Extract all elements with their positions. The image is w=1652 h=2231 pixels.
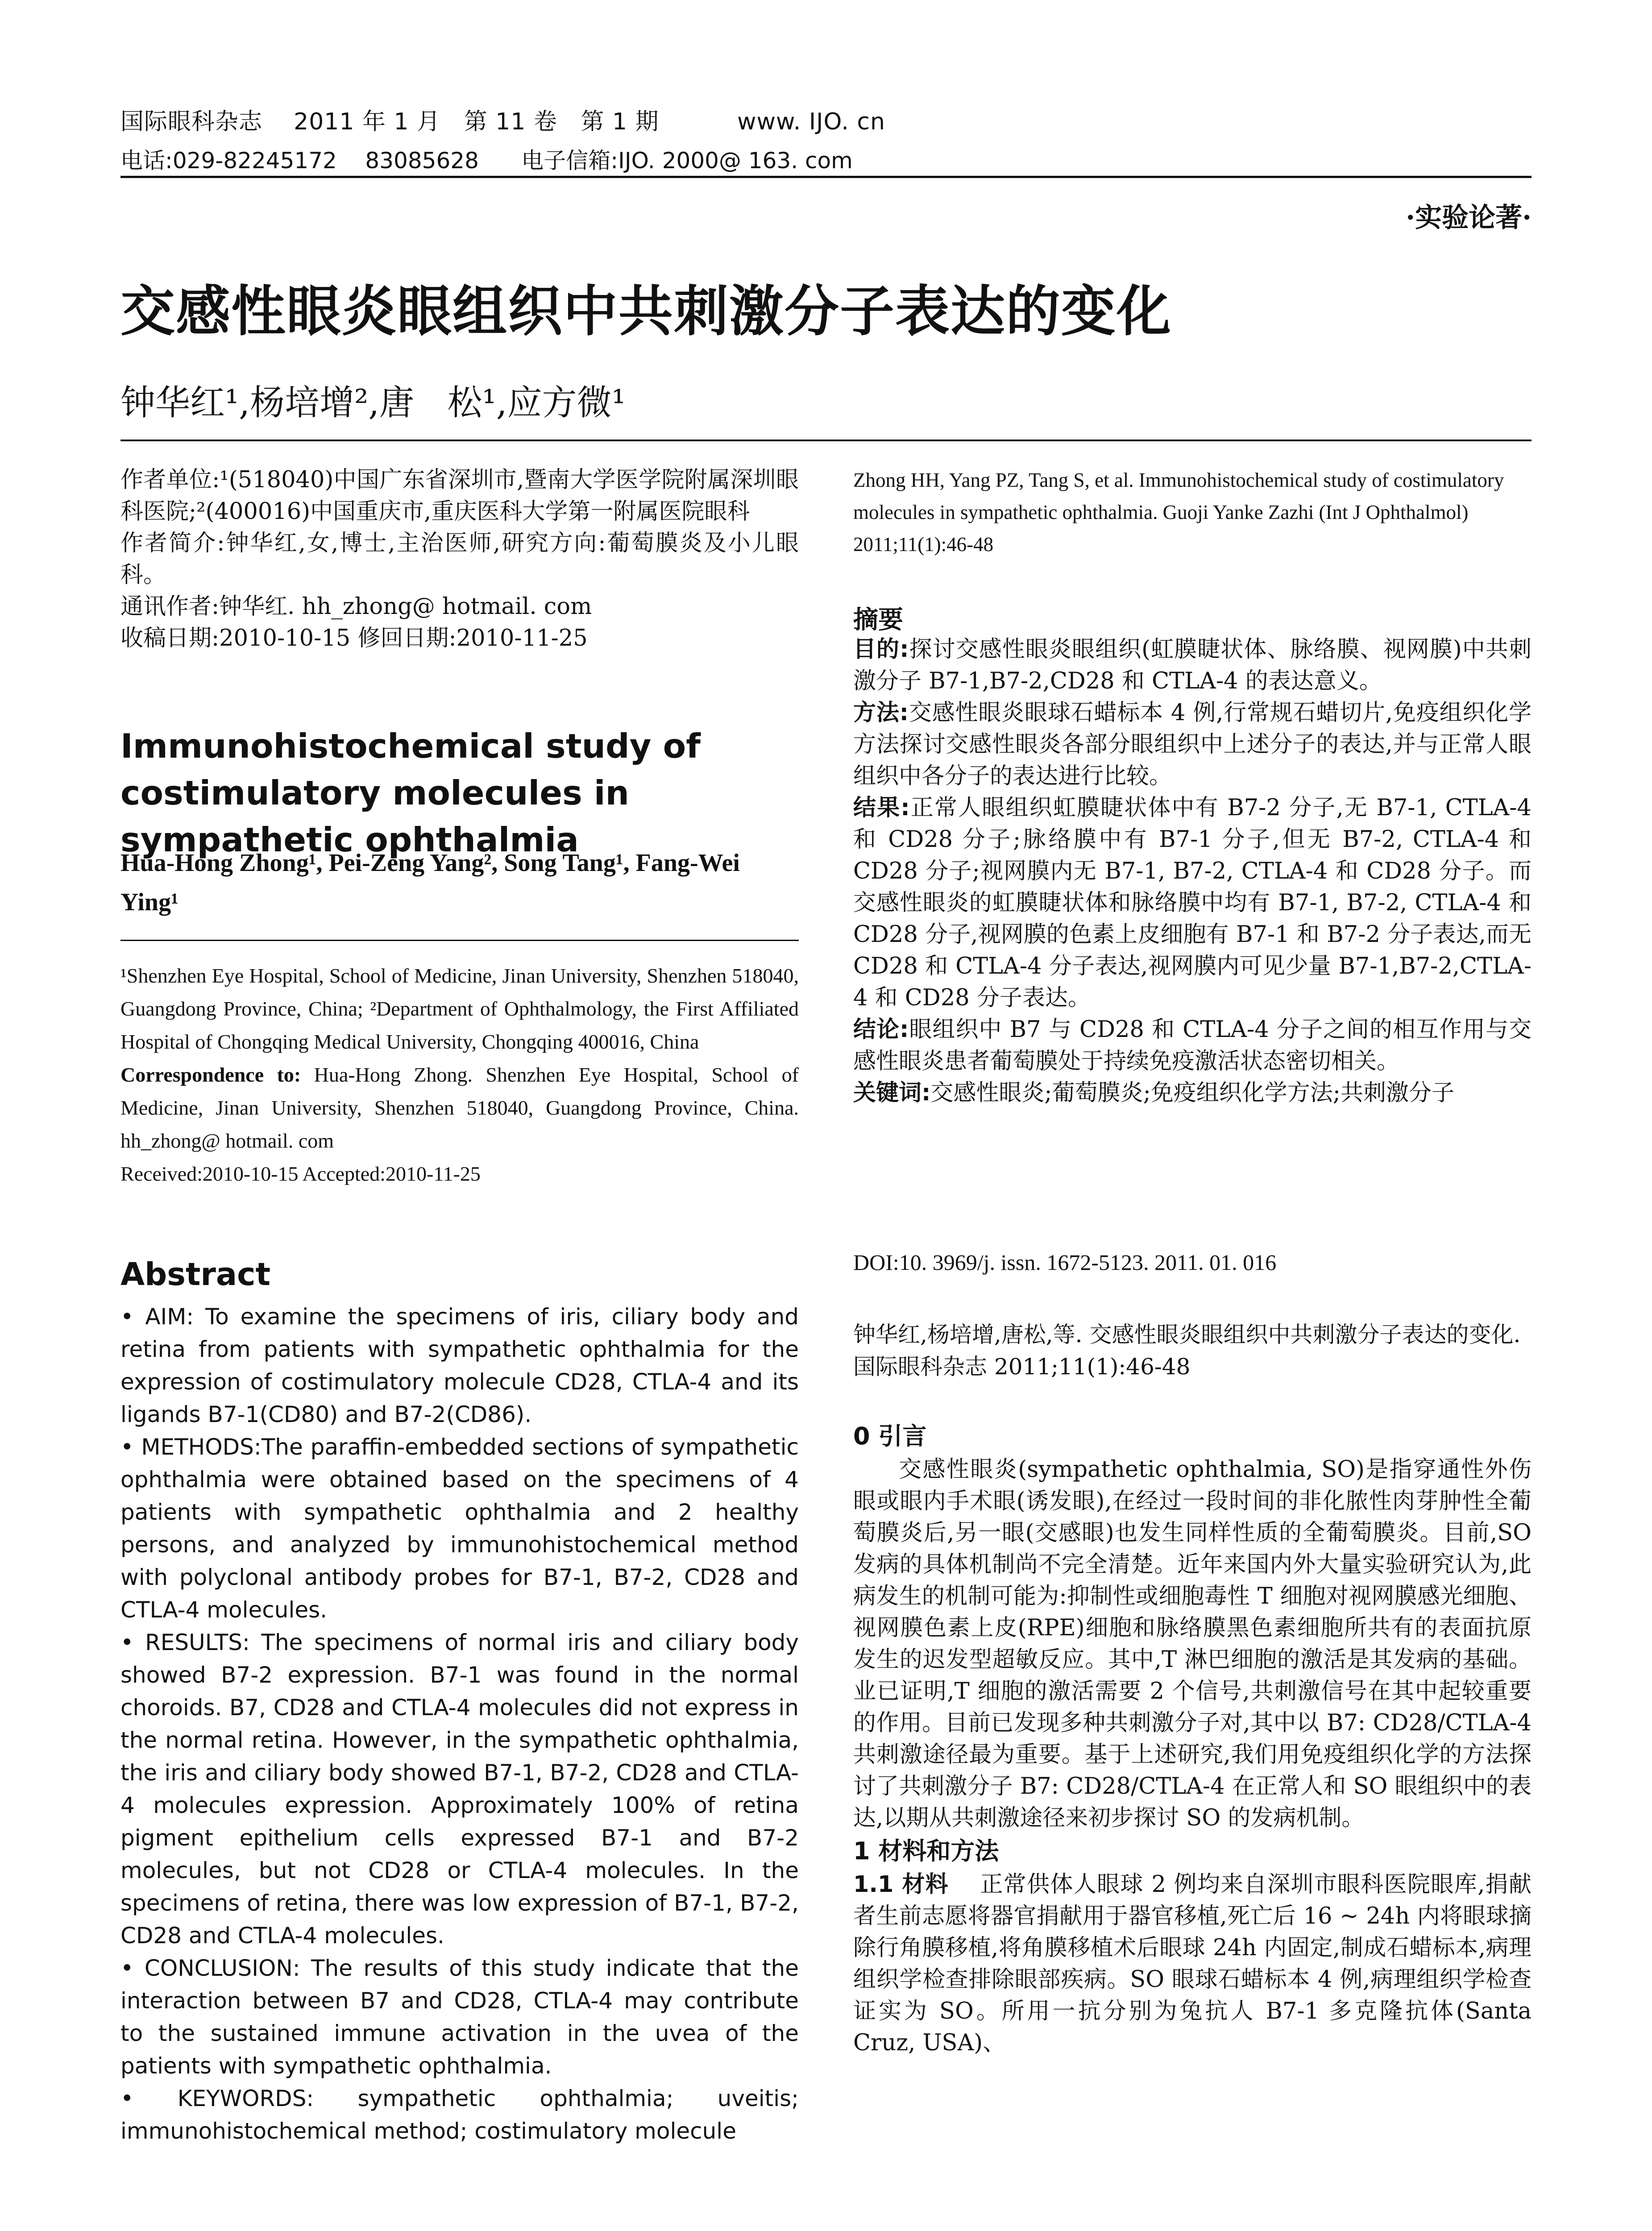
author-affiliation: 作者单位:¹(518040)中国广东省深圳市,暨南大学医学院附属深圳眼科医院;²(400016)中国重庆市,重庆医科大学第一附属医院眼科 [120, 467, 799, 525]
received-accepted: Received:2010-10-15 Accepted:2010-11-25 [120, 1162, 481, 1185]
english-affiliation: ¹Shenzhen Eye Hospital, School of Medicine, Jinan University, Shenzhen 518040, Guangdong Province, China; ²Department of Ophthalmology, the First Affiliated Hospital of Chongqing Medical University, Chongqing 400016, China [120, 964, 799, 1053]
abstract-cn-methods [853, 697, 1532, 792]
abstract-keywords: • KEYWORDS: sympathetic ophthalmia; uveitis; immunohistochemical method; costimulatory molecule [120, 2086, 799, 2144]
materials-paragraph [853, 1869, 1532, 2059]
author-info [120, 464, 799, 654]
doi: DOI:10. 3969/j. issn. 1672-5123. 2011. 01. 016 [853, 1250, 1277, 1275]
methods-heading: 1 材料和方法 [853, 1837, 999, 1865]
abstract-cn-text: 交感性眼炎眼球石蜡标本 4 例,行常规石蜡切片,免疫组织化学方法探讨交感性眼炎各部分眼组织中上述分子的表达,并与正常人眼组织中各分子的表达进行比较。 [853, 700, 1532, 789]
abstract-heading: Abstract [120, 1256, 271, 1293]
english-affiliation-block [120, 959, 799, 1190]
introduction-section [853, 1419, 1532, 2059]
chinese-citation: 钟华红,杨培增,唐松,等. 交感性眼炎眼组织中共刺激分子表达的变化. 国际眼科杂志 2011;11(1):46-48 [853, 1322, 1521, 1380]
corresponding-author: 通讯作者:钟华红. hh_zhong@ hotmail. com [120, 593, 592, 620]
journal-header-line: 国际眼科杂志 2011 年 1 月 第 11 卷 第 1 期 www. IJO. cn [120, 108, 885, 135]
abstract-cn-keywords [853, 1077, 1532, 1109]
materials-label: 1.1 材料 [853, 1871, 949, 1898]
english-authors: Hua-Hong Zhong¹, Pei-Zeng Yang², Song Tang¹, Fang-Wei Ying¹ [120, 849, 740, 916]
correspondence [120, 1058, 799, 1157]
chinese-abstract-heading: 摘要 [853, 605, 903, 634]
abstract-cn-conclusion [853, 1014, 1532, 1077]
intro-paragraph: 交感性眼炎(sympathetic ophthalmia, SO)是指穿通性外伤眼或眼内手术眼(诱发眼),在经过一段时间的非化脓性肉芽肿性全葡萄膜炎后,另一眼(交感眼)也发生同样性质的全葡萄膜炎。目前,SO 发病的具体机制尚不完全清楚。近年来国内外大量实验研究认为,此病发生的机制可能为:抑制性或细胞毒性 T 细胞对视网膜感光细胞、视网膜色素上皮(RPE)细胞和脉络膜黑色素细胞所共有的表面抗原发生的迟发型超敏反应。其中,T 淋巴细胞的激活是其发病的基础。业已证明,T 细胞的激活需要 2 个信号,共刺激信号在其中起较重要的作用。目前已发现多种共刺激分子对,其中以 B7: CD28/CTLA-4 共刺激途径最为重要。基于上述研究,我们用免疫组织化学的方法探讨了共刺激分子 B7: CD28/CTLA-4 在正常人和 SO 眼组织中的表达,以期从共刺激途径来初步探讨 SO 的发病机制。 [853, 1456, 1532, 1831]
abstract-cn-aim [853, 634, 1532, 697]
intro-heading: 0 引言 [853, 1422, 927, 1450]
abstract-cn-text: 探讨交感性眼炎眼组织(虹膜睫状体、脉络膜、视网膜)中共刺激分子 B7-1,B7-2,CD28 和 CTLA-4 的表达意义。 [853, 636, 1532, 694]
correspondence-label: Correspondence to: [120, 1063, 301, 1086]
materials-text: 正常供体人眼球 2 例均来自深圳市眼科医院眼库,捐献者生前志愿将器官捐献用于器官移植,死亡后 16 ~ 24h 内将眼球摘除行角膜移植,将角膜移植术后眼球 24h 内固定,制成石蜡标本,病理组织学检查排除眼部疾病。SO 眼球石蜡标本 4 例,病理组织学检查证实为 SO。所用一抗分别为兔抗人 B7-1 多克隆抗体(Santa Cruz, USA)、 [853, 1871, 1532, 2056]
abstract-methods: • METHODS:The paraffin-embedded sections of sympathetic ophthalmia were obtained based on the specimens of 4 patients with sympathetic ophthalmia and 2 healthy persons, and analyzed by immunohistochemical method with polyclonal antibody probes for B7-1, B7-2, CD28 and CTLA-4 molecules. [120, 1434, 799, 1623]
journal-contact-line: 电话:029-82245172 83085628 电子信箱:IJO. 2000@ 163. com [120, 148, 853, 174]
english-abstract [120, 1301, 799, 2148]
english-citation: Zhong HH, Yang PZ, Tang S, et al. Immunohistochemical study of costimulatory molecules in sympathetic ophthalmia. Guoji Yanke Zazhi (Int J Ophthalmol) 2011;11(1):46-48 [853, 469, 1504, 556]
abstract-cn-label: 结果: [853, 795, 910, 821]
english-authors-rule [120, 940, 799, 941]
abstract-results: • RESULTS: The specimens of normal iris and ciliary body showed B7-2 expression. B7-1 was found in the normal choroids. B7, CD28 and CTLA-4 molecules did not express in the normal retina. However, in the sympathetic ophthalmia, the iris and ciliary body showed B7-1, B7-2, CD28 and CTLA-4 molecules expression. Approximately 100% of retina pigment epithelium cells expressed B7-1 and B7-2 molecules, but not CD28 or CTLA-4 molecules. In the specimens of retina, there was low expression of B7-1, B7-2, CD28 and CTLA-4 molecules. [120, 1630, 799, 1949]
article-title: 交感性眼炎眼组织中共刺激分子表达的变化 [120, 280, 1172, 343]
abstract-cn-text: 交感性眼炎;葡萄膜炎;免疫组织化学方法;共刺激分子 [930, 1080, 1454, 1106]
chinese-abstract [853, 634, 1532, 1109]
abstract-cn-label: 目的: [853, 636, 909, 663]
abstract-cn-text: 正常人眼组织虹膜睫状体中有 B7-2 分子,无 B7-1, CTLA-4 和 CD28 分子;脉络膜中有 B7-1 分子,但无 B7-2, CTLA-4 和 CD28 分子;视网膜内无 B7-1, B7-2, CTLA-4 和 CD28 分子。而交感性眼炎的虹膜睫状体和脉络膜中均有 B7-1, B7-2, CTLA-4 和 CD28 分子,视网膜的色素上皮细胞有 B7-1 和 B7-2 分子表达,而无 CD28 和 CTLA-4 分子表达,视网膜内可见少量 B7-1,B7-2,CTLA-4 和 CD28 分子表达。 [853, 795, 1532, 1011]
author-bio: 作者简介:钟华红,女,博士,主治医师,研究方向:葡萄膜炎及小儿眼科。 [120, 530, 799, 588]
author-rule [120, 440, 1532, 441]
abstract-cn-label: 方法: [853, 700, 909, 726]
header-rule [120, 176, 1532, 178]
received-dates: 收稿日期:2010-10-15 修回日期:2010-11-25 [120, 625, 588, 651]
abstract-cn-text: 眼组织中 B7 与 CD28 和 CTLA-4 分子之间的相互作用与交感性眼炎患者葡萄膜处于持续免疫激活状态密切相关。 [853, 1016, 1532, 1074]
abstract-conclusion: • CONCLUSION: The results of this study indicate that the interaction between B7 and CD28, CTLA-4 may contribute to the sustained immune activation in the uvea of the patients with sympathetic ophthalmia. [120, 1955, 799, 2079]
author-list: 钟华红¹,杨培增²,唐 松¹,应方微¹ [120, 383, 626, 423]
abstract-aim: • AIM: To examine the specimens of iris, ciliary body and retina from patients with sympathetic ophthalmia for the expression of costimulatory molecule CD28, CTLA-4 and its ligands B7-1(CD80) and B7-2(CD86). [120, 1304, 799, 1427]
section-label: ·实验论著· [1406, 202, 1532, 233]
abstract-cn-results [853, 792, 1532, 1014]
english-title: Immunohistochemical study of costimulatory molecules in sympathetic ophthalmia [120, 726, 701, 859]
abstract-cn-label: 关键词: [853, 1080, 931, 1106]
correspondence-text: Hua-Hong Zhong. Shenzhen Eye Hospital, School of Medicine, Jinan University, Shenzhen 518040, Guangdong Province, China. hh_zhong@ hotmail. com [120, 1063, 799, 1152]
abstract-cn-label: 结论: [853, 1016, 909, 1043]
